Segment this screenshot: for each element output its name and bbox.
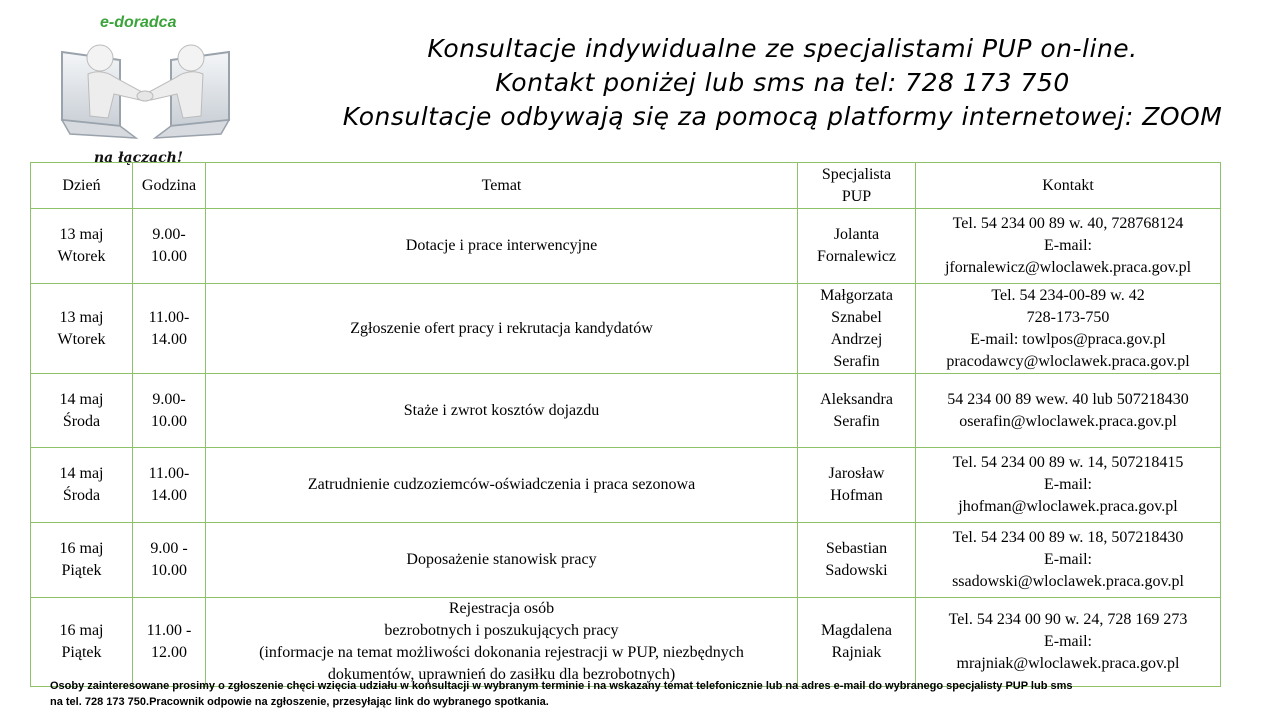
cell-line: E-mail: towlpos@praca.gov.pl	[970, 330, 1166, 348]
cell-line: 9.00-	[152, 226, 186, 243]
table-row	[31, 209, 1221, 284]
cell-line: E-mail:	[1044, 551, 1092, 568]
cell-line: 16 maj	[59, 540, 104, 557]
cell-topic	[206, 374, 798, 448]
cell-line: Tel. 54 234 00 89 w. 14, 507218415	[952, 454, 1184, 471]
footnote	[50, 678, 1265, 710]
cell-specialist	[798, 523, 916, 598]
handshake-figures-icon	[58, 34, 233, 149]
cell-line: 11.00-	[148, 308, 190, 326]
headline-line-2: Kontakt poniżej lub sms na tel: 728 173 750	[495, 68, 1070, 97]
header-time: Godzina	[133, 163, 206, 209]
table-row	[31, 523, 1221, 598]
cell-line: Wtorek	[57, 330, 106, 348]
cell-line: 9.00 -	[150, 540, 188, 557]
cell-topic	[206, 523, 798, 598]
cell-specialist	[798, 284, 916, 374]
cell-line: PUP	[841, 187, 872, 205]
cell-specialist	[798, 374, 916, 448]
table-row	[31, 284, 1221, 374]
cell-line: (informacje na temat możliwości dokonania rejestracji w PUP, niezbędnych	[259, 644, 744, 661]
cell-day	[31, 448, 133, 523]
cell-line: dokumentów, uprawnień do zasiłku dla bezrobotnych)	[327, 666, 676, 683]
cell-line: Aleksandra	[820, 390, 893, 408]
headline-line-1: Konsultacje indywidualne ze specjalistami PUP on-line.	[427, 34, 1138, 63]
cell-line: 14.00	[151, 487, 187, 504]
cell-specialist	[798, 209, 916, 284]
cell-line: Dotacje i prace interwencyjne	[405, 237, 598, 254]
cell-topic	[206, 598, 798, 687]
cell-line: Tel. 54 234 00 89 w. 40, 728768124	[952, 215, 1184, 232]
cell-time	[133, 284, 206, 374]
footnote-line-2: na tel. 728 173 750.Pracownik odpowie na zgłoszenie, przesyłając link do wybranego spotkania.	[50, 696, 549, 708]
logo-tagline: na łączach!	[94, 150, 183, 166]
cell-day	[31, 598, 133, 687]
cell-line: Małgorzata	[820, 286, 893, 304]
cell-line: 10.00	[151, 562, 187, 579]
cell-time	[133, 448, 206, 523]
cell-topic	[206, 209, 798, 284]
cell-line: jhofman@wloclawek.praca.gov.pl	[958, 498, 1178, 515]
header-topic: Temat	[206, 163, 798, 209]
cell-line: Fornalewicz	[816, 248, 897, 265]
cell-line: 11.00-	[148, 465, 190, 482]
cell-line: 10.00	[151, 412, 187, 430]
header-contact: Kontakt	[916, 163, 1221, 209]
cell-day	[31, 284, 133, 374]
cell-line: Tel. 54 234 00 90 w. 24, 728 169 273	[948, 611, 1188, 628]
cell-line: Serafin	[833, 412, 880, 430]
table-header-row	[31, 163, 1221, 209]
cell-line: Rajniak	[831, 644, 882, 661]
table-row	[31, 448, 1221, 523]
cell-time	[133, 598, 206, 687]
cell-line: 9.00-	[152, 390, 186, 408]
cell-line: oserafin@wloclawek.praca.gov.pl	[959, 412, 1177, 430]
header-day: Dzień	[31, 163, 133, 209]
table-row	[31, 598, 1221, 687]
footnote-line-1: Osoby zainteresowane prosimy o zgłoszenie chęci wzięcia udziału w konsultacji w wybranym terminie i na wskazany temat telefonicznie lub na adres e-mail do wybranego specjalisty PUP lub sms	[50, 680, 1073, 692]
cell-line: Rejestracja osób	[448, 600, 555, 617]
cell-line: 728-173-750	[1026, 308, 1110, 326]
cell-contact	[916, 448, 1221, 523]
cell-topic	[206, 448, 798, 523]
cell-line: Doposażenie stanowisk pracy	[406, 551, 597, 568]
cell-line: E-mail:	[1044, 237, 1092, 254]
cell-line: Zatrudnienie cudzoziemców-oświadczenia i praca sezonowa	[307, 476, 696, 493]
cell-contact	[916, 374, 1221, 448]
cell-line: bezrobotnych i poszukujących pracy	[384, 622, 619, 639]
cell-line: Serafin	[833, 352, 880, 370]
cell-line: Andrzej	[830, 330, 883, 348]
cell-line: Piątek	[61, 644, 102, 661]
cell-line: Piątek	[61, 562, 102, 579]
cell-line: pracodawcy@wloclawek.praca.gov.pl	[946, 352, 1190, 370]
cell-line: 14 maj	[59, 390, 104, 408]
cell-day	[31, 209, 133, 284]
cell-line: 54 234 00 89 wew. 40 lub 507218430	[947, 390, 1189, 408]
headline-line-3: Konsultacje odbywają się za pomocą platformy internetowej: ZOOM	[342, 102, 1223, 131]
cell-time	[133, 209, 206, 284]
cell-line: Jarosław	[828, 465, 885, 482]
cell-line: 10.00	[151, 248, 187, 265]
cell-line: Hofman	[830, 487, 883, 504]
cell-line: Jolanta	[833, 226, 880, 243]
cell-day	[31, 374, 133, 448]
header-specialist	[798, 163, 916, 209]
cell-line: 14.00	[151, 330, 187, 348]
cell-line: Sznabel	[831, 308, 882, 326]
cell-contact	[916, 209, 1221, 284]
cell-line: 12.00	[151, 644, 187, 661]
cell-line: mrajniak@wloclawek.praca.gov.pl	[956, 655, 1180, 672]
cell-line: Sadowski	[825, 562, 888, 579]
cell-topic	[206, 284, 798, 374]
cell-line: Środa	[62, 412, 101, 430]
logo-brand: e-doradca	[100, 14, 177, 31]
cell-line: 13 maj	[59, 226, 104, 243]
cell-line: Tel. 54 234 00 89 w. 18, 507218430	[952, 529, 1184, 546]
cell-line: 13 maj	[59, 308, 104, 326]
cell-line: E-mail:	[1044, 476, 1092, 493]
cell-specialist	[798, 598, 916, 687]
cell-line: E-mail:	[1044, 633, 1092, 650]
cell-line: 16 maj	[59, 622, 104, 639]
table-row	[31, 374, 1221, 448]
cell-line: ssadowski@wloclawek.praca.gov.pl	[952, 573, 1184, 590]
cell-contact	[916, 284, 1221, 374]
cell-line: Magdalena	[820, 622, 893, 639]
cell-line: Zgłoszenie ofert pracy i rekrutacja kandydatów	[350, 319, 653, 337]
cell-line: Środa	[62, 487, 101, 504]
cell-line: jfornalewicz@wloclawek.praca.gov.pl	[944, 259, 1192, 276]
cell-time	[133, 523, 206, 598]
cell-line: Wtorek	[57, 248, 106, 265]
cell-line: 11.00 -	[146, 622, 192, 639]
cell-line: Tel. 54 234-00-89 w. 42	[991, 286, 1145, 304]
page-headline	[290, 32, 1275, 134]
cell-line: Staże i zwrot kosztów dojazdu	[403, 401, 600, 419]
cell-contact	[916, 598, 1221, 687]
cell-line: 14 maj	[59, 465, 104, 482]
e-doradca-logo	[30, 8, 260, 168]
cell-specialist	[798, 448, 916, 523]
cell-day	[31, 523, 133, 598]
cell-line: Sebastian	[825, 540, 888, 557]
consultation-schedule-table	[30, 162, 1221, 687]
cell-time	[133, 374, 206, 448]
cell-contact	[916, 523, 1221, 598]
cell-line: Specjalista	[821, 165, 892, 183]
